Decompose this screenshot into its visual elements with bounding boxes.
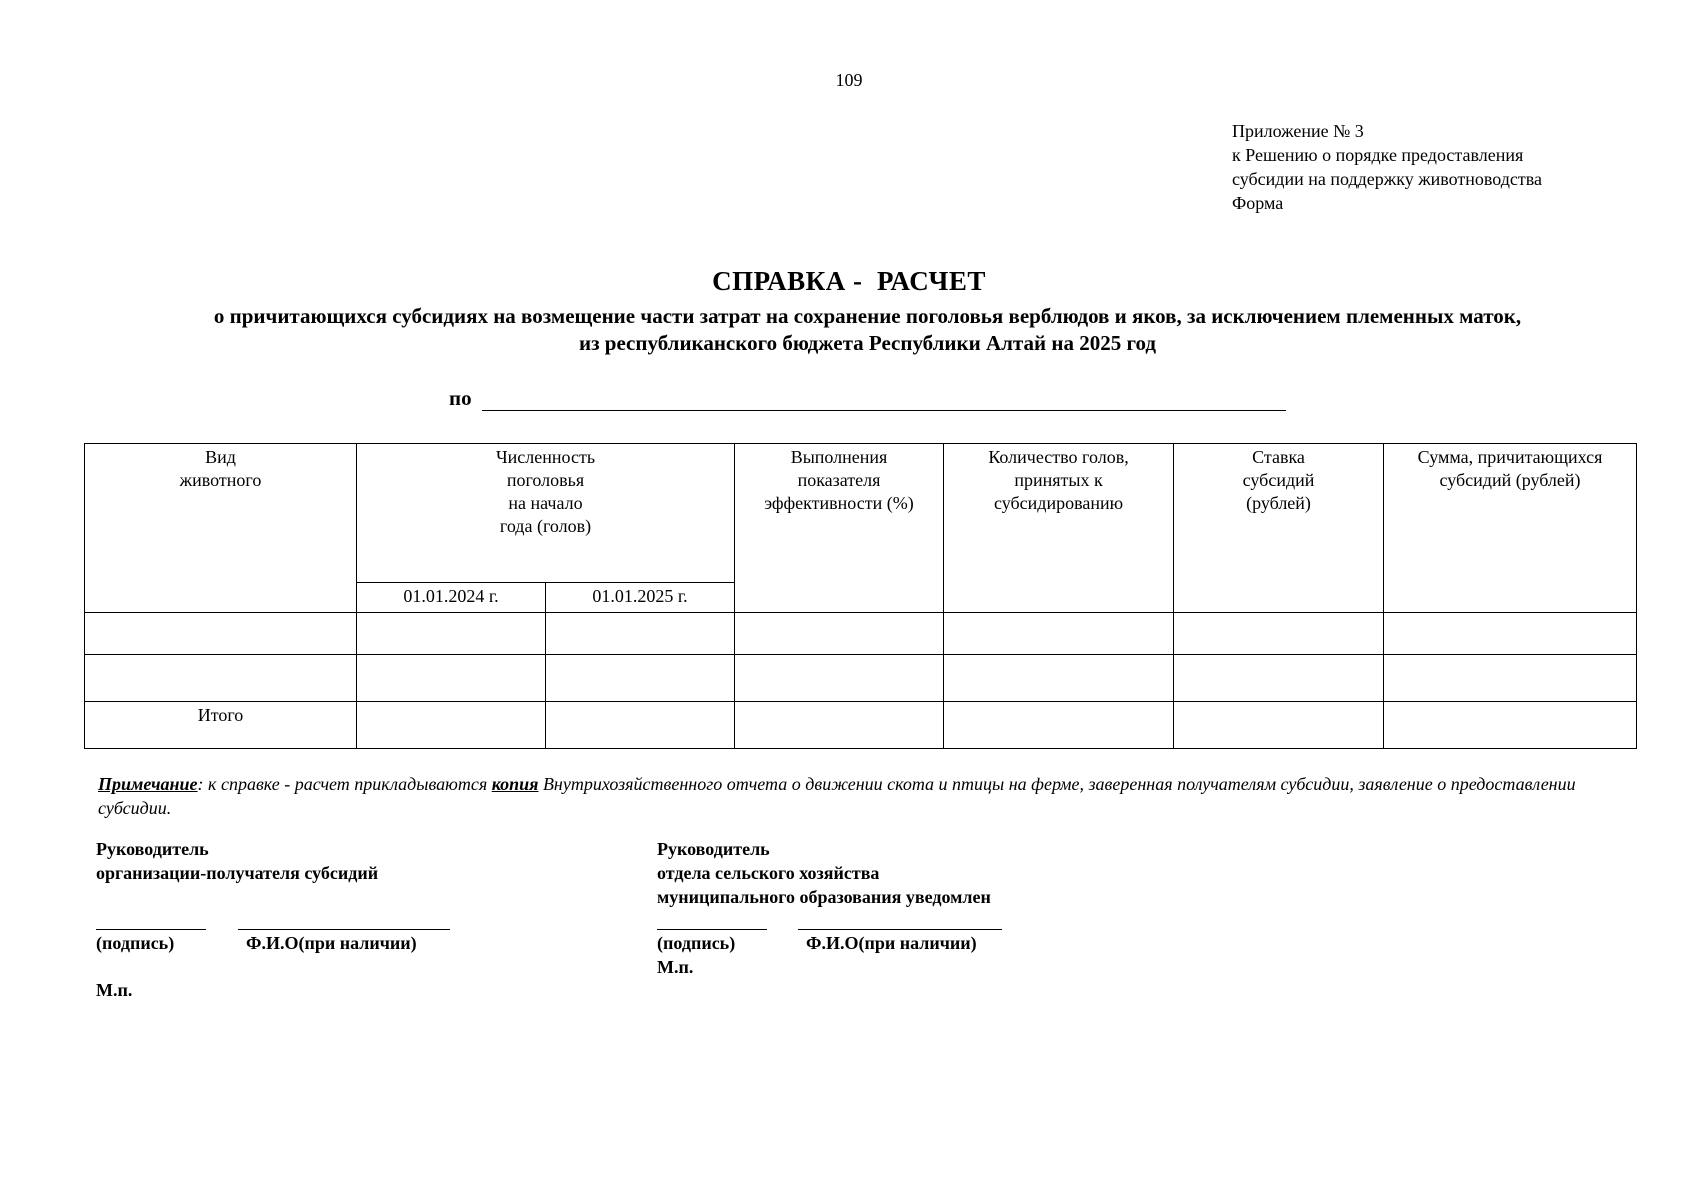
- table-cell[interactable]: [1384, 655, 1637, 702]
- right-name-label: Ф.И.О(при наличии): [806, 933, 977, 953]
- left-signature-heading: [96, 837, 378, 885]
- table-cell[interactable]: [944, 655, 1174, 702]
- note-kopiya: копия: [491, 774, 539, 794]
- note-label: Примечание: [98, 774, 198, 794]
- table-row: [85, 613, 1637, 655]
- table-row-total: [85, 702, 1637, 749]
- document-subtitle: [90, 303, 1645, 357]
- table-cell[interactable]: [944, 702, 1174, 749]
- table-cell[interactable]: [546, 613, 735, 655]
- right-signature-line[interactable]: [657, 929, 767, 930]
- table-row: [85, 655, 1637, 702]
- appendix-line: к Решению о порядке предоставления: [1232, 145, 1524, 165]
- left-name-label: Ф.И.О(при наличии): [246, 933, 417, 953]
- table-cell[interactable]: [735, 613, 944, 655]
- signature-heading-line: организации-получателя субсидий: [96, 863, 379, 883]
- po-fill-line[interactable]: [482, 410, 1286, 411]
- total-label: Итого: [85, 702, 357, 749]
- signature-heading-line: отдела сельского хозяйства: [657, 863, 880, 883]
- header-efficiency: Выполнения показателя эффективности (%): [735, 444, 944, 613]
- table-cell[interactable]: [1384, 613, 1637, 655]
- calculation-table: [84, 443, 1637, 749]
- table-cell[interactable]: [85, 655, 357, 702]
- header-livestock: Численность поголовья на начало года (голов): [357, 444, 735, 583]
- left-signature-label: (подпись): [96, 933, 175, 953]
- left-name-line[interactable]: [238, 929, 450, 930]
- left-signature-line[interactable]: [96, 929, 206, 930]
- table-cell[interactable]: [357, 613, 546, 655]
- table-cell[interactable]: [546, 655, 735, 702]
- note-text: : к справке - расчет прикладываются: [197, 774, 492, 794]
- table-cell[interactable]: [735, 702, 944, 749]
- table-cell[interactable]: [1174, 613, 1384, 655]
- table-cell[interactable]: [1384, 702, 1637, 749]
- right-name-line[interactable]: [798, 929, 1002, 930]
- appendix-line: субсидии на поддержку животноводства: [1232, 169, 1543, 189]
- table-cell[interactable]: [1174, 655, 1384, 702]
- appendix-line: Приложение № 3: [1232, 121, 1364, 141]
- table-cell[interactable]: [735, 655, 944, 702]
- header-amount: Сумма, причитающихся субсидий (рублей): [1384, 444, 1637, 613]
- signature-heading-line: Руководитель: [657, 839, 770, 859]
- left-stamp-label: М.п.: [96, 980, 133, 1000]
- table-cell[interactable]: [546, 702, 735, 749]
- header-date-2025: 01.01.2025 г.: [546, 583, 735, 613]
- page-number: 109: [835, 70, 863, 90]
- note: [98, 772, 1653, 820]
- right-signature-heading: [657, 837, 991, 909]
- document-title: СПРАВКА - РАСЧЕТ: [712, 266, 986, 296]
- right-signature-label: (подпись): [657, 933, 736, 953]
- appendix-header: [1232, 119, 1542, 215]
- header-date-2024: 01.01.2024 г.: [357, 583, 546, 613]
- right-stamp-label: М.п.: [657, 957, 694, 977]
- table-cell[interactable]: [357, 655, 546, 702]
- table-cell[interactable]: [1174, 702, 1384, 749]
- signature-heading-line: Руководитель: [96, 839, 209, 859]
- table-cell[interactable]: [85, 613, 357, 655]
- appendix-form-label: Форма: [1232, 193, 1284, 213]
- signature-heading-line: муниципального образования уведомлен: [657, 887, 991, 907]
- table-cell[interactable]: [944, 613, 1174, 655]
- po-label: по: [449, 386, 472, 410]
- header-rate: Ставка субсидий (рублей): [1174, 444, 1384, 613]
- table-cell[interactable]: [357, 702, 546, 749]
- header-heads-accepted: Количество голов, принятых к субсидированию: [944, 444, 1174, 613]
- subtitle-line: из республиканского бюджета Республики Алтай на 2025 год: [579, 331, 1156, 355]
- header-animal-type: Вид животного: [85, 444, 357, 613]
- note-text: Внутрихозяйственного отчета о движении скота и птицы на ферме, заверенная получателям субсидии, заявление о предоставлении субсидии.: [98, 774, 1576, 818]
- subtitle-line: о причитающихся субсидиях на возмещение части затрат на сохранение поголовья верблюдов и яков, за исключением племенных маток,: [213, 304, 1522, 328]
